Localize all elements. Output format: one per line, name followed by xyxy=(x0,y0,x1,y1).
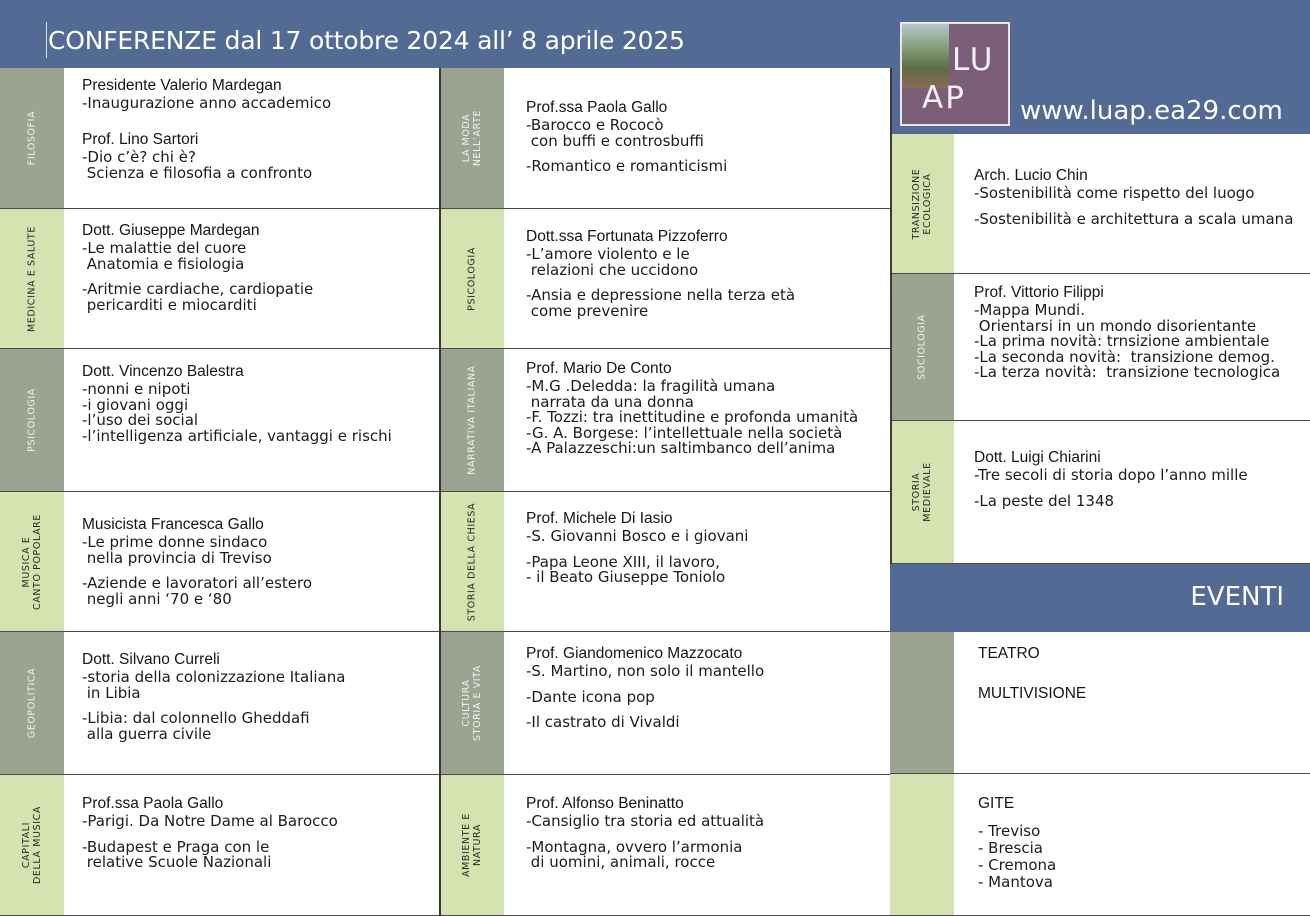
subject-tab xyxy=(0,632,64,774)
speaker-name: Dott. Giuseppe Mardegan xyxy=(82,222,260,239)
header-banner xyxy=(0,0,890,68)
subject-label-line: CULTURA xyxy=(461,679,472,727)
subject-label-line: ECOLOGICA xyxy=(922,172,933,235)
event-section xyxy=(890,632,1310,774)
lecture-topic: -i giovani oggi xyxy=(82,395,189,414)
subject-label xyxy=(27,388,38,452)
subject-label xyxy=(467,365,478,475)
speaker-name: Dott. Silvano Curreli xyxy=(82,651,220,668)
subject-label xyxy=(461,813,483,877)
course-section xyxy=(440,775,892,916)
subject-label-line: CANTO POPOLARE xyxy=(32,513,43,610)
subject-label xyxy=(917,314,928,380)
lecture-topic: -Cansiglio tra storia ed attualità xyxy=(526,812,765,830)
event-item: MULTIVISIONE xyxy=(978,685,1087,702)
column-divider xyxy=(439,68,441,916)
subject-tab xyxy=(890,274,954,420)
lecture-topic: -Dio c’è? chi è? xyxy=(82,148,196,166)
subject-tab xyxy=(0,775,64,915)
subject-label xyxy=(467,502,478,621)
lecture-topic: -G. A. Borgese: l’intellettuale nella società xyxy=(526,423,843,442)
subject-label-line: AMBIENTE E xyxy=(461,813,472,877)
lecture-topic: -Papa Leone XIII, il lavoro, xyxy=(526,552,720,571)
lecture-topic: -Inaugurazione anno accademico xyxy=(82,94,332,112)
speaker-name: Prof. Alfonso Beninatto xyxy=(526,795,684,812)
lecture-topic: come prevenire xyxy=(526,301,649,320)
title-divider xyxy=(46,22,47,58)
lecture-topic: nella provincia di Treviso xyxy=(82,548,272,567)
lecture-topic: -La terza novità: transizione tecnologica xyxy=(974,363,1281,381)
speaker-name: Prof.ssa Paola Gallo xyxy=(526,99,668,116)
speaker-name: Dott.ssa Fortunata Pizzoferro xyxy=(526,228,728,245)
subject-tab xyxy=(0,209,64,348)
course-section xyxy=(440,492,892,632)
lecture-topic: -Le prime donne sindaco xyxy=(82,533,268,551)
event-title: TEATRO xyxy=(978,645,1040,662)
speaker-name: Dott. Vincenzo Balestra xyxy=(82,363,244,380)
event-section xyxy=(890,774,1310,916)
luap-logo xyxy=(900,22,1010,126)
lecture-topic: -L’amore violento e le xyxy=(526,245,690,263)
speaker-name: Musicista Francesca Gallo xyxy=(82,516,264,533)
subject-tab xyxy=(890,134,954,273)
subject-label-line: PSICOLOGIA xyxy=(466,246,478,311)
logo-photo xyxy=(902,24,949,88)
subject-label-line: DELLA MUSICA xyxy=(32,806,43,884)
subject-label xyxy=(467,247,478,311)
course-section xyxy=(890,134,1310,274)
course-section xyxy=(890,421,1310,564)
subject-tab xyxy=(440,775,504,915)
subject-label-line: PSICOLOGIA xyxy=(26,388,38,452)
subject-label-line: MEDIEVALE xyxy=(922,462,933,522)
subject-label xyxy=(27,668,38,738)
lecture-topic: -Montagna, ovvero l’armonia xyxy=(526,837,743,856)
lecture-topic: -Dante icona pop xyxy=(526,687,655,706)
subject-label-line: STORIA xyxy=(911,472,922,512)
eventi-title: EVENTI xyxy=(1190,582,1284,612)
lecture-topic: -Barocco e Rococò xyxy=(526,116,664,134)
course-section xyxy=(0,632,440,775)
subject-tab xyxy=(440,68,504,208)
lecture-topic: Orientarsi in un mondo disorientante xyxy=(974,316,1257,335)
lecture-topic: relazioni che uccidono xyxy=(526,260,699,279)
lecture-topic: -Aziende e lavoratori all’estero xyxy=(82,574,313,592)
speaker-name: Prof. Vittorio Filippi xyxy=(974,284,1104,301)
lecture-topic: -Tre secoli di storia dopo l’anno mille xyxy=(974,466,1248,484)
subject-tab xyxy=(0,68,64,208)
subject-label-line: NATURA xyxy=(472,824,483,866)
course-section xyxy=(0,492,440,632)
subject-label-line: NELL’ARTE xyxy=(472,109,483,167)
speaker-name: Dott. Luigi Chiarini xyxy=(974,449,1101,466)
course-section xyxy=(890,274,1310,421)
subject-label-line: STORIA E VITA xyxy=(472,665,483,741)
course-section xyxy=(440,349,892,492)
lecture-topic: alla guerra civile xyxy=(82,724,212,743)
event-item: - Cremona xyxy=(978,856,1057,874)
lecture-topic: -La seconda novità: transizione demog. xyxy=(974,347,1275,366)
subject-label-line: NARRATIVA ITALIANA xyxy=(466,365,478,475)
subject-label-line: MUSICA E xyxy=(21,536,32,587)
lecture-topic: narrata da una donna xyxy=(526,392,694,411)
subject-label xyxy=(21,806,43,884)
website-link[interactable]: www.luap.ea29.com xyxy=(1020,96,1283,126)
subject-tab xyxy=(440,349,504,491)
lecture-topic: -l’uso dei social xyxy=(82,411,199,429)
subject-tab xyxy=(440,632,504,774)
lecture-topic: -F. Tozzi: tra inettitudine e profonda umanità xyxy=(526,408,859,426)
lecture-topic: -Mappa Mundi. xyxy=(974,301,1085,319)
course-section xyxy=(0,775,440,916)
subject-tab xyxy=(0,492,64,631)
course-section xyxy=(0,349,440,492)
lecture-topic: -Sostenibilità e architettura a scala umana xyxy=(974,209,1294,228)
lecture-topic: - il Beato Giuseppe Toniolo xyxy=(526,568,726,586)
speaker-name: Prof. Giandomenico Mazzocato xyxy=(526,645,743,662)
lecture-topic: Scienza e filosofia a confronto xyxy=(82,163,313,182)
lecture-topic: -nonni e nipoti xyxy=(82,380,191,398)
subject-label xyxy=(27,226,38,332)
course-section xyxy=(440,632,892,775)
logo-text-lu: LU xyxy=(952,42,995,78)
subject-label-line: TRANSIZIONE xyxy=(911,168,922,239)
lecture-topic: -Il castrato di Vivaldi xyxy=(526,713,680,731)
logo-banner xyxy=(890,0,1310,134)
speaker-name: Prof. Michele Di Iasio xyxy=(526,510,673,527)
lecture-topic: pericarditi e miocarditi xyxy=(82,295,257,314)
lecture-topic: -l’intelligenza artificiale, vantaggi e rischi xyxy=(82,426,392,445)
speaker-name: Arch. Lucio Chin xyxy=(974,167,1088,184)
lecture-topic: -A Palazzeschi:un saltimbanco dell’anima xyxy=(526,439,836,457)
lecture-topic: -Budapest e Praga con le xyxy=(82,837,270,856)
lecture-topic: in Libia xyxy=(82,683,141,702)
subject-tab xyxy=(440,492,504,631)
subject-label-line: MEDICINA E SALUTE xyxy=(26,225,38,332)
lecture-topic: -Ansia e depressione nella terza età xyxy=(526,286,796,304)
subject-label xyxy=(27,111,38,165)
lecture-topic: -La prima novità: trnsizione ambientale xyxy=(974,332,1270,350)
event-item: - Mantova xyxy=(978,873,1053,891)
speaker-name: Presidente Valerio Mardegan xyxy=(82,77,282,94)
subject-label-line: GEOPOLITICA xyxy=(26,667,38,739)
subject-tab xyxy=(440,209,504,348)
lecture-topic: di uomini, animali, rocce xyxy=(526,853,716,871)
lecture-topic: con buffi e controsbuffi xyxy=(526,131,704,150)
course-section xyxy=(440,68,892,209)
subject-tab xyxy=(0,349,64,491)
speaker-name: Prof. Mario De Conto xyxy=(526,360,672,377)
lecture-topic: -Sostenibilità come rispetto del luogo xyxy=(974,184,1255,202)
logo-text-ap: AP xyxy=(922,80,966,116)
event-tab xyxy=(890,774,954,915)
page-title: CONFERENZE dal 17 ottobre 2024 all’ 8 aprile 2025 xyxy=(48,26,685,55)
course-section xyxy=(440,209,892,349)
subject-label-line: FILOSOFIA xyxy=(26,110,38,166)
subject-tab xyxy=(890,421,954,563)
lecture-topic: -Aritmie cardiache, cardiopatie xyxy=(82,280,314,298)
subject-label-line: CAPITALI xyxy=(21,821,32,869)
eventi-banner xyxy=(890,564,1310,632)
lecture-topic: -Le malattie del cuore xyxy=(82,239,247,257)
lecture-topic: negli anni ‘70 e ‘80 xyxy=(82,589,232,608)
subject-label xyxy=(21,514,43,610)
lecture-topic: relative Scuole Nazionali xyxy=(82,853,272,871)
subject-label xyxy=(911,168,933,239)
event-item: - Treviso xyxy=(978,822,1041,840)
subject-label-line: LA MODA xyxy=(461,113,472,163)
event-item: - Brescia xyxy=(978,839,1043,857)
lecture-topic: -storia della colonizzazione Italiana xyxy=(82,668,346,686)
subject-label-line: STORIA DELLA CHIESA xyxy=(466,502,478,621)
lecture-topic: Anatomia e fisiologia xyxy=(82,254,245,273)
subject-label xyxy=(911,462,933,521)
lecture-topic: -La peste del 1348 xyxy=(974,491,1115,510)
lecture-topic: -S. Giovanni Bosco e i giovani xyxy=(526,527,749,545)
lecture-topic: -Parigi. Da Notre Dame al Barocco xyxy=(82,812,338,830)
event-tab xyxy=(890,632,954,773)
subject-label-line: SOCIOLOGIA xyxy=(916,314,928,380)
speaker-name: Prof.ssa Paola Gallo xyxy=(82,795,224,812)
subject-label xyxy=(461,665,483,741)
lecture-topic: -M.G .Deledda: la fragilità umana xyxy=(526,377,776,395)
lecture-topic: -S. Martino, non solo il mantello xyxy=(526,662,765,680)
lecture-topic: -Libia: dal colonnello Gheddafi xyxy=(82,709,310,727)
event-title: GITE xyxy=(978,795,1015,812)
speaker-name: Prof. Lino Sartori xyxy=(82,131,199,148)
lecture-topic: -Romantico e romanticismi xyxy=(526,157,728,175)
subject-label xyxy=(461,110,483,166)
course-section xyxy=(0,209,440,349)
course-section xyxy=(0,68,440,209)
